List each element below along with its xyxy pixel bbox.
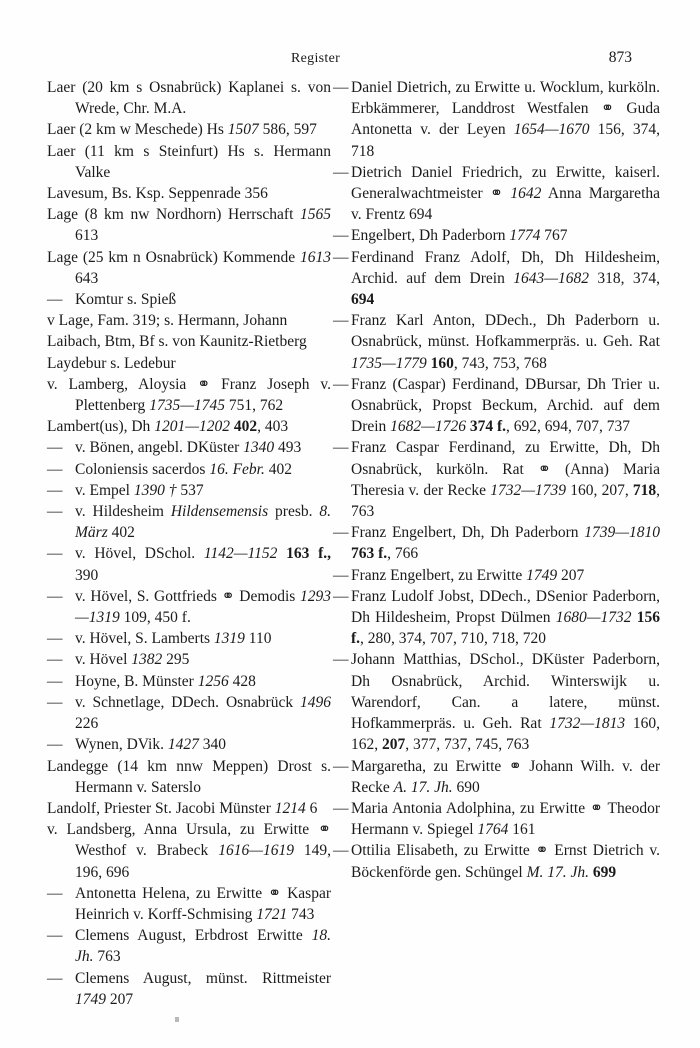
entry-text: 374 f. — [469, 418, 507, 436]
entry-text: v. Schnetlage, DDech. Osnabrück — [75, 693, 300, 711]
entry-text: 690 — [452, 778, 480, 796]
index-entry — [333, 840, 660, 882]
entry-text: 694 — [351, 291, 375, 309]
entry-dash: — — [47, 460, 63, 478]
index-entry — [47, 734, 331, 755]
entry-text: Laibach, Btm, Bf s. von Kaunitz-Rietberg — [47, 333, 307, 351]
entry-text: 109, 450 f. — [119, 609, 191, 627]
entry-dash: — — [333, 163, 349, 181]
entry-text: 160, 162, — [351, 715, 661, 754]
page-number: 873 — [608, 49, 632, 66]
entry-text: 6 — [305, 799, 318, 817]
index-entry — [47, 119, 331, 140]
index-entry — [333, 649, 660, 755]
entry-text: 1643—1682 — [513, 269, 589, 287]
entry-text: 226 — [75, 715, 99, 733]
entry-text: , 692, 694, 707, 737 — [506, 418, 631, 436]
entry-dash: — — [333, 757, 349, 775]
entry-text: Clemens August, Erbdrost Erwitte — [75, 927, 312, 945]
entry-text: 1749 — [526, 566, 558, 584]
index-entry — [47, 883, 331, 925]
entry-dash: — — [47, 630, 63, 648]
entry-dash: — — [47, 587, 63, 605]
entry-text: Laer (20 km s Osnabrück) Kaplanei s. von Wrede, Chr. M.A. — [47, 79, 331, 118]
index-entry — [47, 77, 331, 119]
entry-text: 1735—1779 — [351, 354, 427, 372]
index-column-left — [47, 77, 331, 1010]
entry-text: 767 — [540, 227, 568, 245]
index-entry — [47, 289, 331, 310]
entry-text: Franz (Caspar) Ferdinand, DBursar, Dh Trier u. Osnabrück, Propst Beckum, Archid. auf dem Drein — [351, 375, 660, 436]
index-entry — [47, 141, 331, 183]
entry-text: v. Hildesheim — [75, 503, 171, 521]
entry-text: 1256 — [197, 672, 229, 690]
entry-text: 586, 597 — [258, 121, 317, 139]
entry-text: 1293—1319 — [75, 587, 331, 627]
index-entry — [47, 501, 331, 543]
index-entry — [47, 586, 331, 628]
entry-text: Franz Engelbert, Dh, Dh Paderborn — [351, 524, 585, 542]
entry-dash: — — [47, 884, 63, 902]
entry-text: 1565 — [300, 206, 331, 224]
entry-text: 1496 — [300, 693, 331, 711]
running-head — [0, 51, 700, 69]
entry-text: 110 — [244, 630, 272, 648]
scan-speck — [175, 1017, 179, 1022]
entry-dash: — — [333, 439, 349, 457]
entry-text: 763 f. — [351, 545, 388, 563]
entry-text: 1142—1152 — [203, 545, 278, 563]
entry-dash: — — [47, 969, 63, 987]
index-entry — [47, 756, 331, 798]
entry-text: Engelbert, Dh Paderborn — [351, 227, 510, 245]
index-entry — [333, 586, 660, 650]
entry-text: 1340 — [243, 439, 275, 457]
index-entry — [47, 247, 331, 289]
entry-text: 751, 762 — [224, 397, 284, 415]
entry-text: Franz Caspar Ferdinand, zu Erwitte, Dh, Dh Osnabrück, kurköln. Rat ⚭ (Anna) Maria Theresia v. der Recke — [351, 439, 660, 499]
entry-text: 493 — [274, 439, 302, 457]
entry-dash: — — [47, 927, 63, 945]
index-entry — [333, 565, 660, 586]
index-entry — [333, 756, 660, 798]
entry-dash: — — [47, 693, 63, 711]
entry-text: 295 — [162, 651, 190, 669]
entry-text: 402 — [233, 418, 258, 436]
entry-text: 149, 196, 696 — [75, 842, 331, 881]
entry-text: 1764 — [477, 821, 509, 839]
entry-text: Laydebur s. Ledebur — [47, 354, 176, 372]
entry-text: , 766 — [387, 545, 419, 563]
entry-dash: — — [47, 736, 63, 754]
entry-dash: — — [333, 524, 349, 542]
entry-text: 1749 — [75, 990, 106, 1008]
entry-text: , 763 — [351, 481, 661, 521]
entry-text: 1739—1810 — [584, 524, 660, 542]
entry-text: v. Landsberg, Anna Ursula, zu Erwitte ⚭ Westhof v. Brabeck — [47, 821, 331, 860]
entry-text: 1613 — [300, 248, 331, 266]
entry-text: 402 — [264, 460, 292, 478]
entry-dash: — — [47, 439, 63, 457]
entry-dash: — — [47, 651, 63, 669]
entry-dash: — — [333, 227, 349, 245]
entry-text: Antonetta Helena, zu Erwitte ⚭ Kaspar Heinrich v. Korff-Schmising — [75, 884, 331, 923]
entry-text: 643 — [75, 269, 99, 287]
entry-text: 160 — [430, 354, 454, 372]
entry-text: v. Hövel, DSchol. — [75, 545, 204, 563]
entry-dash: — — [47, 291, 63, 309]
entry-text: 156, 374, 718 — [351, 121, 660, 160]
entry-text: v. Empel — [75, 481, 134, 499]
index-entry — [333, 522, 660, 564]
entry-text: 340 — [198, 736, 226, 754]
entry-text: Johann Matthias, DSchol., DKüster Paderborn, Dh Osnabrück, Archid. Winterswijk u. Warendorf, Can. a latere, münst. Hofkammerpräs. u. Geh. Rat — [351, 651, 660, 733]
entry-text: Landegge (14 km nnw Meppen) Drost s. Hermann v. Saterslo — [47, 757, 331, 796]
entry-text: , 377, 737, 745, 763 — [405, 736, 530, 754]
entry-text: 1732—1813 — [549, 715, 626, 733]
index-column-right — [333, 77, 660, 883]
entry-text: Coloniensis sacerdos — [75, 460, 210, 478]
entry-text: 699 — [592, 863, 617, 881]
entry-text: 1427 — [167, 736, 199, 754]
entry-text: 1616—1619 — [218, 842, 294, 860]
entry-text: 160, 207, — [566, 481, 633, 499]
entry-text: 1382 — [131, 651, 163, 669]
entry-text: Ferdinand Franz Adolf, Dh, Dh Hildesheim, Archid. auf dem Drein — [351, 248, 660, 287]
entry-text: 156 f. — [351, 609, 661, 648]
entry-dash: — — [333, 248, 349, 266]
entry-text: v. Lamberg, Aloysia ⚭ Franz Joseph v. Plettenberg — [47, 375, 331, 415]
entry-dash: — — [333, 566, 349, 584]
entry-text: 1680—1732 — [555, 609, 632, 627]
entry-text: v Lage, Fam. 319; s. Hermann, Johann — [47, 312, 288, 330]
entry-text: 1319 — [213, 630, 245, 648]
index-entry — [47, 353, 331, 374]
entry-text: 428 — [228, 672, 256, 690]
entry-text: 537 — [176, 481, 204, 499]
page-title: Register — [291, 51, 341, 66]
entry-text: 1201—1202 — [154, 418, 230, 436]
index-entry — [47, 183, 331, 204]
entry-dash: — — [333, 312, 349, 330]
entry-text: 207 — [106, 990, 134, 1008]
entry-text: Franz Ludolf Jobst, DDech., DSenior Paderborn, Dh Hildesheim, Propst Dülmen — [351, 587, 660, 627]
entry-text: 1642 — [510, 185, 542, 203]
entry-text: 163 f., — [286, 545, 331, 563]
entry-text: 161 — [508, 821, 536, 839]
entry-text: , 403 — [257, 418, 289, 436]
entry-text: 402 — [107, 524, 135, 542]
index-entry — [47, 204, 331, 246]
entry-text: 1732—1739 — [490, 481, 567, 499]
index-entry — [47, 692, 331, 734]
index-entry — [47, 671, 331, 692]
entry-text: Maria Antonia Adolphina, zu Erwitte ⚭ Theodor Hermann v. Spiegel — [351, 799, 660, 839]
entry-text: 207 — [557, 566, 585, 584]
entry-text: Margaretha, zu Erwitte ⚭ Johann Wilh. v. der Recke — [351, 757, 660, 796]
entry-text: Daniel Dietrich, zu Erwitte u. Wocklum, kurköln. Erbkämmerer, Landdrost Westfalen ⚭ Guda Antonetta v. der Leyen — [351, 79, 660, 139]
entry-text: 1774 — [509, 227, 541, 245]
entry-text: Lambert(us), Dh — [47, 418, 155, 436]
index-entry — [47, 310, 331, 331]
entry-dash: — — [333, 842, 349, 860]
entry-text: Lage (25 km n Osnabrück) Kommende — [47, 248, 300, 266]
entry-text: Franz Karl Anton, DDech., Dh Paderborn u. Osnabrück, münst. Hofkammerpräs. u. Geh. Rat — [351, 312, 660, 351]
entry-text: Clemens August, münst. Rittmeister — [75, 969, 331, 987]
index-entry — [47, 543, 331, 585]
entry-text: , 743, 753, 768 — [453, 354, 547, 372]
entry-text: Ottilia Elisabeth, zu Erwitte ⚭ Ernst Dietrich v. Böckenförde gen. Schüngel — [351, 842, 660, 881]
entry-dash: — — [47, 481, 63, 499]
entry-dash: — — [333, 651, 349, 669]
entry-text: 1214 — [274, 799, 306, 817]
index-entry — [333, 437, 660, 522]
entry-text: , 280, 374, 707, 710, 718, 720 — [360, 630, 547, 648]
index-entry — [47, 968, 331, 1010]
entry-text: 390 — [75, 566, 99, 584]
index-entry — [47, 819, 331, 883]
entry-text: Laer (11 km s Steinfurt) Hs s. Hermann Valke — [47, 142, 331, 181]
index-entry — [333, 247, 660, 311]
entry-text: v. Hövel, S. Lamberts — [75, 630, 214, 648]
index-entry — [47, 374, 331, 416]
entry-text: Anna Margaretha v. Frentz 694 — [351, 185, 661, 224]
entry-dash: — — [47, 503, 63, 521]
index-entry — [333, 374, 660, 438]
entry-dash: — — [333, 79, 349, 96]
entry-text: 8. März — [75, 503, 331, 542]
entry-dash: — — [333, 799, 349, 817]
entry-text: 743 — [287, 905, 315, 923]
entry-text: 1721 — [256, 905, 288, 923]
index-entry — [47, 628, 331, 649]
entry-text: 207 — [382, 736, 406, 754]
entry-text: 1682—1726 — [390, 418, 466, 436]
entry-text: Landolf, Priester St. Jacobi Münster — [47, 799, 275, 817]
entry-text: presb. — [268, 503, 320, 521]
entry-text: 613 — [75, 227, 99, 245]
entry-dash: — — [47, 545, 63, 563]
index-entry — [333, 310, 660, 374]
index-entry — [333, 225, 660, 246]
index-entry — [47, 437, 331, 458]
entry-text: 1390 † — [133, 481, 177, 499]
entry-text: 1507 — [227, 121, 259, 139]
entry-text: v. Hövel — [75, 651, 132, 669]
entry-dash: — — [47, 672, 63, 690]
index-entry — [47, 459, 331, 480]
entry-text: 763 — [93, 948, 121, 966]
entry-text: Lage (8 km nw Nordhorn) Herrschaft — [47, 206, 300, 224]
entry-text: A. 17. Jh. — [393, 778, 453, 796]
entry-text: Dietrich Daniel Friedrich, zu Erwitte, kaiserl. Generalwachtmeister ⚭ — [351, 163, 660, 203]
entry-text: Franz Engelbert, zu Erwitte — [351, 566, 527, 584]
entry-text: Wynen, DVik. — [75, 736, 168, 754]
entry-text — [277, 545, 286, 562]
entry-dash: — — [333, 587, 349, 605]
entry-text: Hoyne, B. Münster — [75, 672, 198, 690]
index-entry — [47, 649, 331, 670]
entry-text: 718 — [632, 481, 657, 499]
entry-text: Laer (2 km w Meschede) Hs — [47, 121, 228, 139]
entry-text: 18. Jh. — [75, 927, 331, 966]
index-entry — [47, 331, 331, 352]
index-entry — [333, 77, 660, 162]
entry-text: 1735—1745 — [149, 397, 225, 415]
index-entry — [333, 798, 660, 840]
index-entry — [47, 416, 331, 437]
index-entry — [47, 480, 331, 501]
entry-text: Hildensemensis — [170, 503, 269, 521]
entry-dash: — — [333, 375, 349, 393]
entry-text: M. 17. Jh. — [526, 863, 590, 881]
entry-text: 16. Febr. — [209, 460, 265, 478]
entry-text: Komtur s. Spieß — [75, 291, 177, 309]
entry-text: v. Hövel, S. Gottfrieds ⚭ Demodis — [75, 587, 300, 605]
index-entry — [333, 162, 660, 226]
entry-text: 1654—1670 — [513, 121, 590, 139]
entry-text: v. Bönen, angebl. DKüster — [75, 439, 244, 457]
entry-text: Lavesum, Bs. Ksp. Seppenrade 356 — [47, 185, 268, 203]
index-entry — [47, 925, 331, 967]
entry-text: 318, 374, — [589, 269, 661, 287]
index-entry — [47, 798, 331, 819]
